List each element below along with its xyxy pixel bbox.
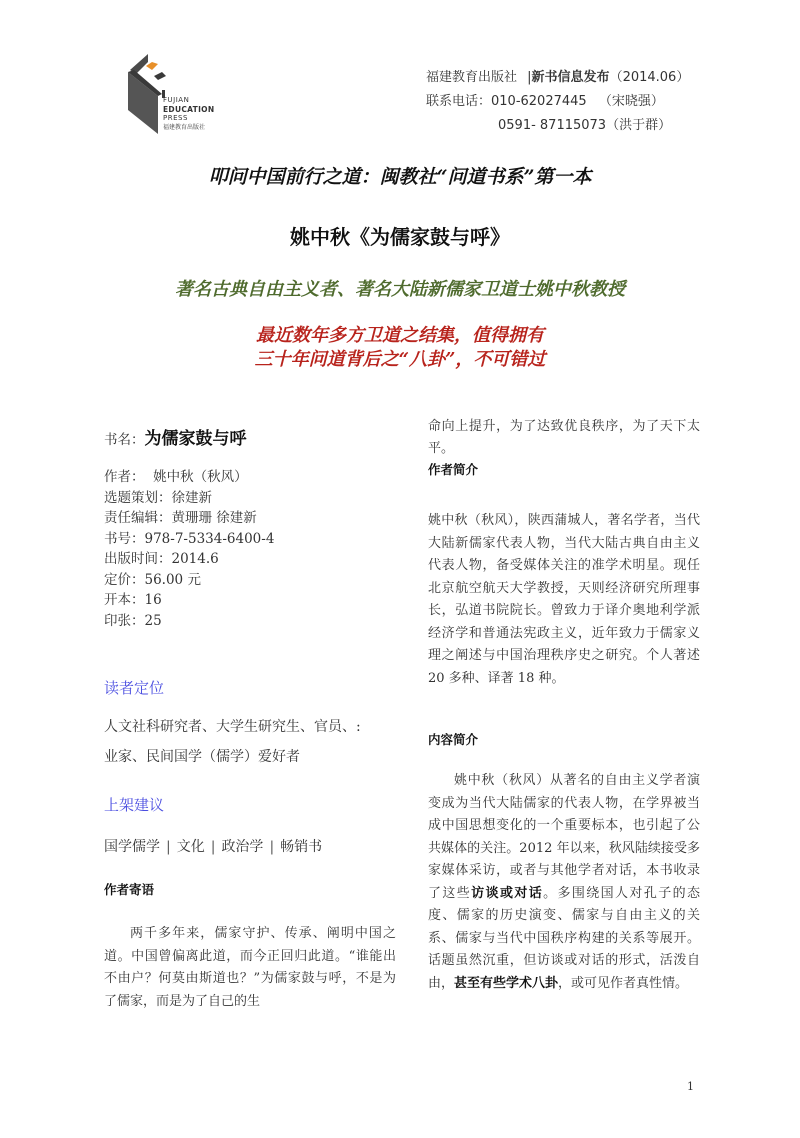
info-sheets: 印张：25 [104,612,162,629]
contact-label: 联系电话： [426,94,492,109]
reader-line-2: 业家、民间国学（儒学）爱好者 [104,749,300,765]
info-isbn: 书号：978-7-5334-6400-4 [104,530,275,547]
reader-text [104,712,394,772]
logo-wordmark [163,96,214,132]
summary-bold-2: 甚至有些学术八卦 [454,975,559,991]
book-title: 姚中秋《为儒家鼓与呼》 [290,225,510,249]
phone-1: 010-62027445 [491,94,587,109]
shelf-heading: 上架建议 [104,796,165,814]
header-separator: | [527,70,532,85]
logo-line-4: 福建教育出版社 [163,124,206,131]
author-note-heading: 作者寄语 [104,882,155,897]
page-number: 1 [687,1080,694,1093]
shelf-item: 政治学 [221,839,264,855]
bio-text: 姚中秋（秋风），陕西蒲城人，著名学者，当代大陆新儒家代表人物，当代大陆古典自由主义代表人物，备受媒体关注的准学术明星。现任北京航空航天大学教授，天则经济研究所理事长，弘道书院院长。曾致力于译介奥地利学派经济学和普通法宪政主义，近年致力于儒家义理之阐述与中国治理秩序史之研究。个人著述 20 多种、译著 18 种。 [428,513,700,686]
release-date: （2014.06） [609,70,690,85]
shelf-separator: | [166,839,171,855]
author-note-text: 两千多年来，儒家守护、传承、阐明中国之道。中国曾偏离此道，而今正回归此道。“谁能出不由户？何莫由斯道也？”为儒家鼓与呼，不是为了儒家，而是为了自己的生 [104,926,396,1009]
promo-block [0,324,800,372]
shelf-item: 文化 [176,839,205,855]
publisher-name: 福建教育出版社 [426,70,518,85]
summary-text [428,770,700,995]
contact-row-2 [426,114,689,138]
info-editor: 责任编辑：黄珊珊 徐建新 [104,510,257,526]
info-pubdate: 出版时间：2014.6 [104,551,219,567]
phone-2: 0591- 87115073 [498,118,607,133]
shelf-item: 国学儒学 [104,839,160,855]
reader-heading: 读者定位 [104,679,165,697]
header-info [426,66,689,138]
author-note-continued: 命向上提升，为了达致优良秩序，为了天下太平。 [428,419,700,456]
book-name-value: 为儒家鼓与呼 [144,429,247,449]
summary-part-3: ，或可见作者真性情。 [558,975,689,991]
contact-row-1 [426,90,689,114]
contact-name-2: （洪于群） [606,118,672,133]
header-release-row [426,66,689,90]
shelf-item: 畅销书 [280,839,323,855]
series-title: 叩问中国前行之道：闽教社“问道书系”第一本 [208,166,592,188]
promo-line-2: 三十年问道背后之“八卦”，不可错过 [254,349,546,370]
book-name-label: 书名： [104,432,145,448]
book-name-row [104,424,394,449]
contact-name-1: （宋晓强） [598,94,664,109]
reader-line-1: 人文社科研究者、大学生研究生、官员、: [104,719,361,735]
promo-line-1: 最近数年多方卫道之结集，值得拥有 [256,325,544,346]
bio-heading: 作者简介 [428,462,479,477]
info-author: 作者： 姚中秋（秋风） [104,469,248,485]
info-price: 定价：56.00 元 [104,571,201,588]
shelf-separator: | [269,839,275,855]
summary-part-2: 。多围绕国人对孔子的态度、儒家的历史演变、儒家与自由主义的关系、儒家与当代中国秩序构建的关系等展开。话题虽然沉重，但访谈或对话的形式，活泼自由， [428,885,700,991]
logo-line-2: EDUCATION [163,105,215,114]
summary-heading: 内容简介 [428,732,479,747]
summary-bold-1: 访谈或对话 [471,885,544,901]
book-info-list [104,467,394,631]
logo-line-3: PRESS [163,114,188,122]
release-label: 新书信息发布 [531,70,610,85]
info-format: 开本：16 [104,592,162,608]
summary-part-1: 姚中秋（秋风）从著名的自由主义学者演变成为当代大陆儒家的代表人物，在学界被当成中国思想变化的一个重要标本，也引起了公共媒体的关注。2012 年以来，秋风陆续接受多家媒体采访，或者与其他学者对话，本书收录了这些 [428,773,700,901]
tagline: 著名古典自由主义者、著名大陆新儒家卫道士姚中秋教授 [175,279,625,300]
info-planner: 选题策划：徐建新 [104,489,212,506]
logo-line-1: FUJIAN [163,96,190,104]
shelf-categories [104,836,394,856]
shelf-separator: | [210,839,216,855]
